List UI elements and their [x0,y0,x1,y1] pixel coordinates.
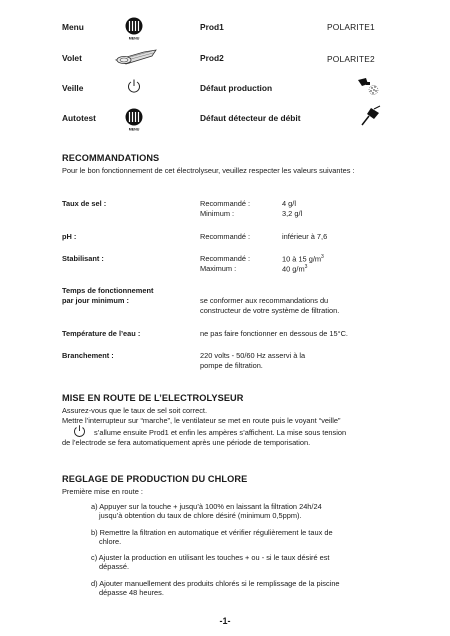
list-b-line2: chlore. [99,537,122,547]
section-title-mise-en-route: MISE EN ROUTE DE L’ELECTROLYSEUR [62,393,244,403]
section-title-reglage: REGLAGE DE PRODUCTION DU CHLORE [62,474,248,484]
list-c-line1: c) Ajuster la production en utilisant les touches + ou - si le taux désiré est [91,553,330,562]
legend-volet: Volet [62,53,82,63]
list-d-line1: d) Ajouter manuellement des produits chlorés si le remplissage de la piscine [91,579,340,588]
mise-line3: s’allume ensuite Prod1 et enfin les ampères s’affichent. La mise sous tension [94,428,347,437]
stab-val2-wrap [282,264,307,274]
stab-val1: 10 à 15 g/m [282,254,322,264]
legend-veille: Veille [62,83,84,93]
section-title-recommandations: RECOMMANDATIONS [62,153,160,163]
legend-code1: POLARITE1 [327,22,375,32]
sel-key2: Minimum : [200,209,235,218]
list-item-c [91,553,396,572]
sel-val2: 3,2 g/l [282,209,303,218]
power-icon [127,78,141,96]
legend-prod1: Prod1 [200,22,224,32]
branch-text2: pompe de filtration. [200,361,263,370]
mise-line4: de l’electrode se fera automatiquement après une période de temporisation. [62,438,311,447]
legend-defaut-debit: Défaut détecteur de débit [200,113,301,123]
stab-val1-wrap [282,254,324,264]
list-a-line1: a) Appuyer sur la touche + jusqu’à 100% en laissant la filtration 24h/24 [91,502,322,511]
branch-text1: 220 volts - 50/60 Hz asservi à la [200,351,306,360]
sel-label: Taux de sel : [62,199,107,208]
page-number: -1- [219,616,231,626]
temps-label2: par jour minimum : [62,296,129,305]
temps-label1: Temps de fonctionnement [62,286,154,295]
menu-badge-text: MENU [128,36,140,41]
menu-icon [125,17,143,43]
temps-text1: se conformer aux recommandations du [200,296,329,305]
stab-sup2: 3 [304,264,308,270]
stab-key2: Maximum : [200,264,237,273]
flow-sensor-fault-icon [360,105,382,129]
mise-line1: Assurez-vous que le taux de sel soit correct. [62,406,208,415]
list-a-line2: jusqu’à obtention du taux de chlore désiré (minimum 0,5ppm). [99,511,302,521]
legend-defaut-production: Défaut production [200,83,273,93]
list-c-line2: dépassé. [99,562,129,572]
temp-label: Température de l’eau : [62,329,141,338]
list-item-a [91,502,396,521]
temp-text: ne pas faire fonctionner en dessous de 15°C. [200,329,348,338]
autotest-menu-icon [125,108,143,134]
stab-label: Stabilisant : [62,254,104,263]
list-b-line1: b) Remettre la filtration en automatique et vérifier régulièrement le taux de [91,528,333,537]
stab-sup1: 3 [321,254,324,260]
legend-prod2: Prod2 [200,53,224,63]
list-d-line2: dépasse 48 heures. [99,588,164,598]
ph-key1: Recommandé : [200,232,251,241]
list-item-d [91,579,396,598]
recommandations-intro: Pour le bon fonctionnement de cet électrolyseur, veuillez respecter les valeurs suivantes : [62,166,355,175]
stab-val2: 40 g/m [282,264,305,274]
mise-line2: Mettre l’interrupteur sur “marche”, le ventilateur se met en route puis le voyant “veille” [62,416,341,425]
legend-menu: Menu [62,22,84,32]
sel-key1: Recommandé : [200,199,251,208]
ph-val1: inférieur à 7,6 [282,232,328,241]
reglage-intro: Première mise en route : [62,487,143,496]
legend-autotest: Autotest [62,113,96,123]
faucet-fault-icon [356,76,380,98]
legend-code2: POLARITE2 [327,54,375,64]
temps-text2: constructeur de votre système de filtration. [200,306,340,315]
stab-key1: Recommandé : [200,254,251,263]
autotest-badge-text: MENU [128,127,140,132]
branch-label: Branchement : [62,351,114,360]
sel-val1: 4 g/l [282,199,296,208]
list-item-b [91,528,396,547]
cover-icon [114,47,158,69]
ph-label: pH : [62,232,77,241]
